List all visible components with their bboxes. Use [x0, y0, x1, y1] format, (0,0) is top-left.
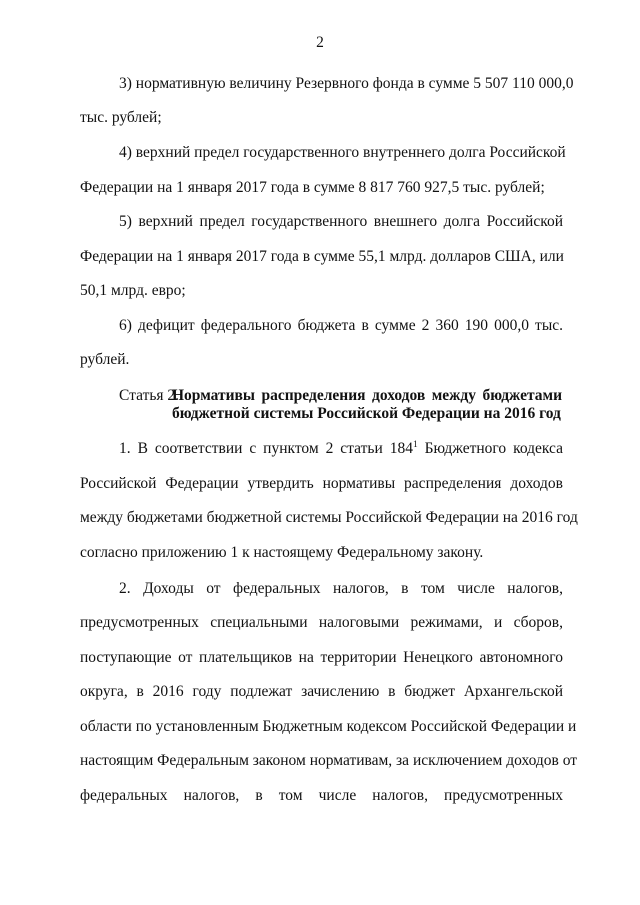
para-1-line-4: согласно приложению 1 к настоящему Федеральному закону. [80, 544, 484, 561]
page-number: 2 [316, 34, 324, 51]
article-title-line-1: Нормативы распределения доходов между бюджетами [172, 387, 562, 404]
item-4-line-2: Федерации на 1 января 2017 года в сумме 8 817 760 927,5 тыс. рублей; [80, 179, 545, 196]
para-1-line-3: между бюджетами бюджетной системы Российской Федерации на 2016 год [80, 509, 578, 526]
item-5-line-2: Федерации на 1 января 2017 года в сумме 55,1 млрд. долларов США, или [80, 248, 564, 265]
item-3-line-1: 3) нормативную величину Резервного фонда в сумме 5 507 110 000,0 [119, 75, 574, 92]
para-2-line-5: области по установленным Бюджетным кодексом Российской Федерации и [80, 718, 577, 735]
para-2-line-4: округа, в 2016 году подлежат зачислению в бюджет Архангельской [80, 683, 563, 700]
para-2-line-7: федеральных налогов, в том числе налогов, предусмотренных [80, 787, 563, 804]
article-title-line-2: бюджетной системы Российской Федерации на 2016 год [172, 405, 561, 422]
item-3-line-2: тыс. рублей; [80, 109, 162, 126]
para-2-line-6: настоящим Федеральным законом нормативам, за исключением доходов от [80, 752, 578, 769]
item-6-line-1: 6) дефицит федерального бюджета в сумме 2 360 190 000,0 тыс. [119, 317, 563, 334]
para-2-line-1: 2. Доходы от федеральных налогов, в том числе налогов, [119, 580, 563, 597]
item-4-line-1: 4) верхний предел государственного внутреннего долга Российской [119, 144, 566, 161]
para-1-line-2: Российской Федерации утвердить нормативы распределения доходов [80, 475, 563, 492]
para-2-line-3: поступающие от плательщиков на территории Ненецкого автономного [80, 649, 563, 666]
para-2-line-2: предусмотренных специальными налоговыми режимами, и сборов, [80, 614, 563, 631]
item-6-line-2: рублей. [80, 351, 130, 368]
para-1-line-1-end: Бюджетного кодекса [417, 440, 563, 457]
para-1-line-1 [119, 440, 563, 458]
article-prefix: Статья 2. [119, 387, 180, 404]
item-5-line-1: 5) верхний предел государственного внешнего долга Российской [119, 213, 563, 230]
superscript: 1 [412, 440, 418, 450]
item-5-line-3: 50,1 млрд. евро; [80, 282, 186, 299]
para-1-line-1-text: 1. В соответствии с пунктом 2 статьи 184 [119, 440, 413, 457]
